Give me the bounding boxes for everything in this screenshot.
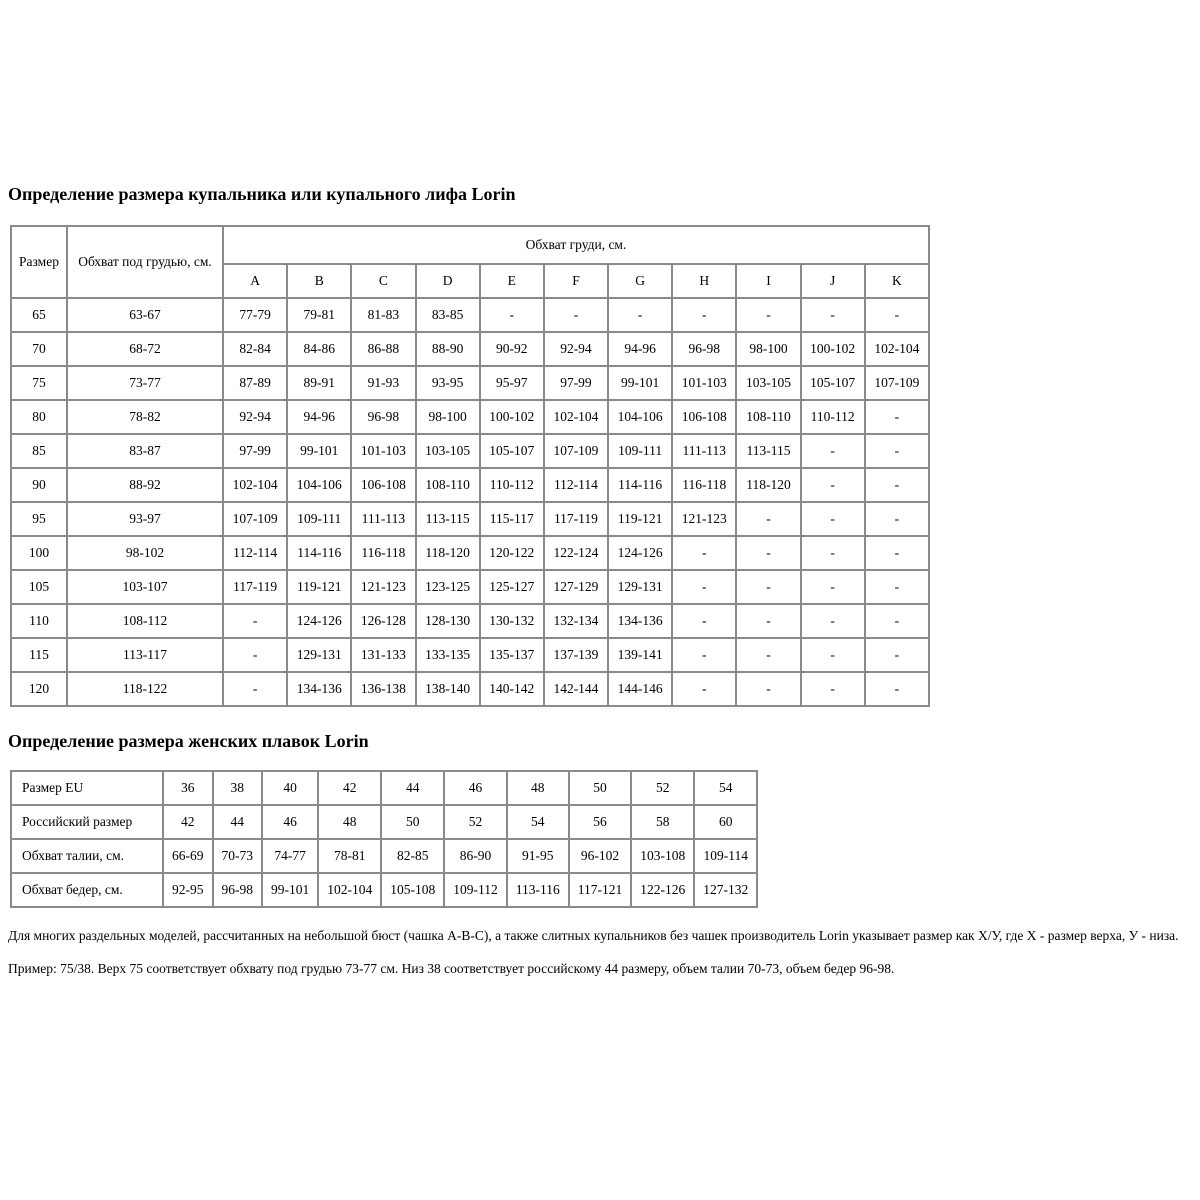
briefs-row-label: Обхват бедер, см. [11,873,163,907]
briefs-value-cell: 122-126 [631,873,694,907]
underbust-cell: 73-77 [67,366,223,400]
briefs-value-cell: 96-98 [213,873,263,907]
bust-range-cell: 116-118 [672,468,736,502]
bust-range-cell: 89-91 [287,366,351,400]
bust-range-cell: - [865,468,929,502]
bust-range-cell: - [223,672,287,706]
bust-range-cell: 120-122 [480,536,544,570]
bust-range-cell: 105-107 [801,366,865,400]
bust-range-cell: - [736,638,800,672]
bust-range-cell: 94-96 [287,400,351,434]
bust-range-cell: 106-108 [672,400,736,434]
bra-table-row [11,570,929,604]
briefs-value-cell: 38 [213,771,263,805]
bust-range-cell: 96-98 [351,400,415,434]
briefs-value-cell: 52 [444,805,507,839]
bust-range-cell: 81-83 [351,298,415,332]
bust-range-cell: - [608,298,672,332]
briefs-value-cell: 46 [262,805,318,839]
bust-range-cell: 103-105 [416,434,480,468]
bust-range-cell: 90-92 [480,332,544,366]
bust-range-cell: 92-94 [223,400,287,434]
briefs-value-cell: 70-73 [213,839,263,873]
briefs-value-cell: 36 [163,771,213,805]
briefs-row-label: Обхват талии, см. [11,839,163,873]
bust-range-cell: 107-109 [544,434,608,468]
bust-range-cell: 140-142 [480,672,544,706]
bust-range-cell: 100-102 [801,332,865,366]
bra-table-body [11,298,929,706]
briefs-value-cell: 46 [444,771,507,805]
bust-range-cell: - [544,298,608,332]
bra-table-row [11,604,929,638]
bust-range-cell: 121-123 [672,502,736,536]
bust-range-cell: 109-111 [287,502,351,536]
bust-range-cell: 111-113 [351,502,415,536]
cup-letter-header: I [736,264,800,298]
briefs-value-cell: 42 [163,805,213,839]
bust-range-cell: 130-132 [480,604,544,638]
bust-range-cell: 102-104 [544,400,608,434]
bust-range-cell: 137-139 [544,638,608,672]
bust-range-cell: 104-106 [287,468,351,502]
bust-range-cell: - [865,400,929,434]
bust-range-cell: 114-116 [608,468,672,502]
bust-range-cell: 94-96 [608,332,672,366]
bust-range-cell: 79-81 [287,298,351,332]
bust-range-cell: 108-110 [416,468,480,502]
bust-range-cell: 102-104 [223,468,287,502]
cup-letter-header: G [608,264,672,298]
bust-range-cell: - [865,502,929,536]
bust-range-cell: - [736,570,800,604]
bust-range-cell: - [672,638,736,672]
briefs-table-row [11,805,757,839]
bust-range-cell: - [865,434,929,468]
bust-range-cell: 116-118 [351,536,415,570]
bust-range-cell: 87-89 [223,366,287,400]
bra-table-row [11,672,929,706]
bust-range-cell: - [801,468,865,502]
bust-range-cell: - [736,298,800,332]
bust-range-cell: - [672,536,736,570]
size-cell: 65 [11,298,67,332]
bust-range-cell: 117-119 [544,502,608,536]
bust-range-cell: - [736,536,800,570]
bust-range-cell: 91-93 [351,366,415,400]
briefs-value-cell: 109-112 [444,873,507,907]
briefs-value-cell: 44 [381,771,444,805]
size-cell: 90 [11,468,67,502]
briefs-value-cell: 127-132 [694,873,757,907]
briefs-value-cell: 56 [569,805,632,839]
briefs-value-cell: 99-101 [262,873,318,907]
bust-range-cell: 82-84 [223,332,287,366]
cup-letter-header: B [287,264,351,298]
bra-table-header [11,226,929,298]
bust-range-cell: 96-98 [672,332,736,366]
bust-range-cell: 127-129 [544,570,608,604]
briefs-row-label: Размер EU [11,771,163,805]
underbust-column-header: Обхват под грудью, см. [67,226,223,298]
bust-range-cell: 107-109 [223,502,287,536]
size-cell: 85 [11,434,67,468]
bra-header-row-top [11,226,929,264]
bra-table-row [11,298,929,332]
bust-range-cell: 123-125 [416,570,480,604]
bust-range-cell: - [865,672,929,706]
briefs-value-cell: 44 [213,805,263,839]
briefs-value-cell: 102-104 [318,873,381,907]
bust-range-cell: 129-131 [287,638,351,672]
briefs-value-cell: 113-116 [507,873,569,907]
bust-range-cell: 113-115 [416,502,480,536]
bust-range-cell: - [865,536,929,570]
bust-range-cell: 113-115 [736,434,800,468]
bust-range-cell: 133-135 [416,638,480,672]
bust-group-header: Обхват груди, см. [223,226,929,264]
briefs-table-row [11,873,757,907]
bust-range-cell: 118-120 [416,536,480,570]
bust-range-cell: 134-136 [287,672,351,706]
bust-range-cell: 126-128 [351,604,415,638]
bust-range-cell: - [801,298,865,332]
bust-range-cell: 122-124 [544,536,608,570]
size-cell: 80 [11,400,67,434]
briefs-value-cell: 105-108 [381,873,444,907]
bust-range-cell: 119-121 [608,502,672,536]
bust-range-cell: 109-111 [608,434,672,468]
bust-range-cell: 144-146 [608,672,672,706]
bust-range-cell: 132-134 [544,604,608,638]
bust-range-cell: - [801,638,865,672]
bust-range-cell: - [672,604,736,638]
bust-range-cell: - [736,672,800,706]
bust-range-cell: 98-100 [416,400,480,434]
underbust-cell: 118-122 [67,672,223,706]
bust-range-cell: 139-141 [608,638,672,672]
cup-letter-header: F [544,264,608,298]
briefs-value-cell: 117-121 [569,873,632,907]
briefs-table-row [11,771,757,805]
underbust-cell: 63-67 [67,298,223,332]
briefs-value-cell: 54 [507,805,569,839]
bust-range-cell: 131-133 [351,638,415,672]
size-cell: 75 [11,366,67,400]
bust-range-cell: 112-114 [223,536,287,570]
bust-range-cell: 93-95 [416,366,480,400]
bust-range-cell: - [801,672,865,706]
cup-letter-header: K [865,264,929,298]
cup-letter-header: E [480,264,544,298]
bust-range-cell: 108-110 [736,400,800,434]
bust-range-cell: 115-117 [480,502,544,536]
briefs-table-row [11,839,757,873]
bust-range-cell: 118-120 [736,468,800,502]
bra-table-row [11,536,929,570]
bra-table-row [11,366,929,400]
bust-range-cell: 99-101 [608,366,672,400]
underbust-cell: 93-97 [67,502,223,536]
briefs-value-cell: 86-90 [444,839,507,873]
bust-range-cell: 99-101 [287,434,351,468]
bust-range-cell: - [801,434,865,468]
briefs-value-cell: 74-77 [262,839,318,873]
briefs-value-cell: 109-114 [694,839,757,873]
bust-range-cell: 92-94 [544,332,608,366]
briefs-value-cell: 78-81 [318,839,381,873]
bra-table-row [11,400,929,434]
bust-range-cell: - [865,604,929,638]
bust-range-cell: - [672,570,736,604]
bra-table-row [11,502,929,536]
size-cell: 120 [11,672,67,706]
underbust-cell: 113-117 [67,638,223,672]
bra-table-row [11,332,929,366]
briefs-value-cell: 48 [507,771,569,805]
underbust-cell: 78-82 [67,400,223,434]
bust-range-cell: 110-112 [801,400,865,434]
briefs-value-cell: 103-108 [631,839,694,873]
underbust-cell: 68-72 [67,332,223,366]
bust-range-cell: 97-99 [544,366,608,400]
bust-range-cell: 110-112 [480,468,544,502]
bust-range-cell: 84-86 [287,332,351,366]
size-cell: 115 [11,638,67,672]
bust-range-cell: 101-103 [351,434,415,468]
bra-size-table [10,225,930,707]
briefs-value-cell: 58 [631,805,694,839]
footer-note-sizing-explanation: Для многих раздельных моделей, рассчитанных на небольшой бюст (чашка A-B-C), а также слитных купальников без чашек производитель Lorin указывает размер как Х/У, где Х - размер верха, У - низа. [8,928,1179,943]
briefs-value-cell: 50 [569,771,632,805]
bra-table-row [11,434,929,468]
bust-range-cell: 119-121 [287,570,351,604]
bust-range-cell: 138-140 [416,672,480,706]
bust-range-cell: 135-137 [480,638,544,672]
briefs-value-cell: 50 [381,805,444,839]
bust-range-cell: - [865,570,929,604]
bust-range-cell: 102-104 [865,332,929,366]
briefs-size-table-title: Определение размера женских плавок Lorin [8,731,369,751]
cup-letter-header: C [351,264,415,298]
bust-range-cell: - [223,604,287,638]
bust-range-cell: 114-116 [287,536,351,570]
briefs-value-cell: 48 [318,805,381,839]
bust-range-cell: - [865,298,929,332]
bust-range-cell: - [736,604,800,638]
bust-range-cell: 134-136 [608,604,672,638]
briefs-value-cell: 40 [262,771,318,805]
bust-range-cell: 125-127 [480,570,544,604]
bra-table-row [11,638,929,672]
underbust-cell: 108-112 [67,604,223,638]
cup-letter-header: A [223,264,287,298]
bra-size-table-title: Определение размера купальника или купального лифа Lorin [8,184,516,204]
bust-range-cell: 88-90 [416,332,480,366]
bust-range-cell: 117-119 [223,570,287,604]
bust-range-cell: 124-126 [608,536,672,570]
bust-range-cell: 86-88 [351,332,415,366]
cup-letter-header: J [801,264,865,298]
bust-range-cell: - [801,570,865,604]
bust-range-cell: - [672,672,736,706]
size-cell: 110 [11,604,67,638]
bust-range-cell: - [223,638,287,672]
briefs-value-cell: 92-95 [163,873,213,907]
size-cell: 105 [11,570,67,604]
briefs-table-body [11,771,757,907]
briefs-value-cell: 66-69 [163,839,213,873]
bust-range-cell: - [801,536,865,570]
bust-range-cell: 104-106 [608,400,672,434]
briefs-size-table [10,770,758,908]
bust-range-cell: 107-109 [865,366,929,400]
cup-letter-header: H [672,264,736,298]
bust-range-cell: 111-113 [672,434,736,468]
cup-letter-header: D [416,264,480,298]
bust-range-cell: 103-105 [736,366,800,400]
bust-range-cell: 124-126 [287,604,351,638]
briefs-value-cell: 52 [631,771,694,805]
bust-range-cell: 121-123 [351,570,415,604]
bust-range-cell: 77-79 [223,298,287,332]
briefs-value-cell: 96-102 [569,839,632,873]
bra-table-row [11,468,929,502]
bust-range-cell: 98-100 [736,332,800,366]
bust-range-cell: 105-107 [480,434,544,468]
underbust-cell: 98-102 [67,536,223,570]
bust-range-cell: - [480,298,544,332]
size-cell: 95 [11,502,67,536]
bust-range-cell: - [801,502,865,536]
bust-range-cell: 101-103 [672,366,736,400]
bust-range-cell: - [736,502,800,536]
bust-range-cell: 136-138 [351,672,415,706]
briefs-value-cell: 91-95 [507,839,569,873]
size-column-header: Размер [11,226,67,298]
footer-note-example: Пример: 75/38. Верх 75 соответствует обхвату под грудью 73-77 см. Низ 38 соответствует российскому 44 размеру, объем талии 70-73, объем бедер 96-98. [8,961,895,976]
briefs-value-cell: 82-85 [381,839,444,873]
briefs-value-cell: 60 [694,805,757,839]
bust-range-cell: 112-114 [544,468,608,502]
bust-range-cell: 83-85 [416,298,480,332]
underbust-cell: 103-107 [67,570,223,604]
bust-range-cell: 142-144 [544,672,608,706]
bust-range-cell: 100-102 [480,400,544,434]
briefs-value-cell: 42 [318,771,381,805]
bust-range-cell: 97-99 [223,434,287,468]
bust-range-cell: 129-131 [608,570,672,604]
bust-range-cell: 106-108 [351,468,415,502]
bust-range-cell: - [865,638,929,672]
size-cell: 100 [11,536,67,570]
bust-range-cell: - [672,298,736,332]
underbust-cell: 88-92 [67,468,223,502]
bust-range-cell: 95-97 [480,366,544,400]
underbust-cell: 83-87 [67,434,223,468]
bust-range-cell: 128-130 [416,604,480,638]
size-cell: 70 [11,332,67,366]
briefs-row-label: Российский размер [11,805,163,839]
footer-notes [8,928,1180,977]
briefs-value-cell: 54 [694,771,757,805]
bust-range-cell: - [801,604,865,638]
